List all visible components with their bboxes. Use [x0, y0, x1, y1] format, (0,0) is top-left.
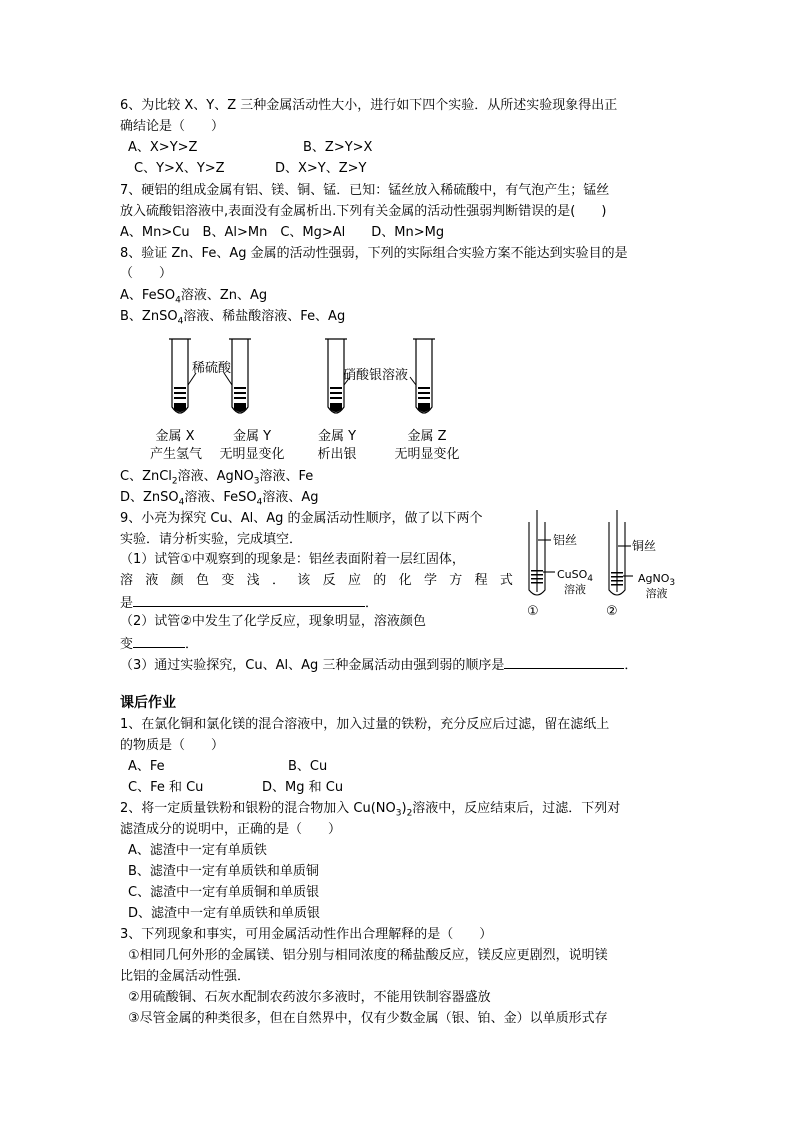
copper-wire-label: 铜丝 [632, 539, 657, 553]
justified-char: 方 [449, 573, 463, 588]
justified-char: 化 [398, 573, 412, 588]
silver-nitrate-label: AgNO$_3$ 溶液 [638, 572, 676, 600]
tube3-metal: 金属 Y [317, 429, 357, 444]
hw2-option-d: D、滤渣中一定有单质铁和单质银 [128, 906, 321, 921]
answer-blank-order[interactable] [504, 654, 624, 669]
tube-number-1: ① [527, 604, 539, 619]
hw3-statement-1a: ①相同几何外形的金属镁、铝分别与相同浓度的稀盐酸反应，镁反应更剧烈，说明镁 [128, 948, 608, 963]
label-dilute-sulfuric-acid: 稀硫酸 [192, 361, 232, 376]
q9-part1-line1: （1）试管①中观察到的现象是：铝丝表面附着一层红固体， [120, 552, 465, 567]
test-tube-y-acid [229, 339, 251, 413]
answer-blank-color[interactable] [133, 633, 185, 648]
test-tube-z [413, 339, 435, 413]
hw3-statement-2: ②用硫酸铜、石灰水配制农药波尔多液时，不能用铁制容器盛放 [128, 990, 491, 1005]
q6-option-a: A、X>Y>Z [128, 140, 198, 155]
tube1-metal: 金属 X [155, 429, 195, 444]
q9-part1-line2 [120, 571, 513, 591]
hw3-statement-1b: 比铝的金属活动性强． [120, 969, 251, 984]
test-tube-figure [150, 335, 470, 425]
justified-char: 式 [499, 573, 513, 588]
justified-char: 浅 [246, 573, 260, 588]
justified-char: 溶 [120, 573, 134, 588]
q7-stem-line1: 7、硬铝的组成金属有铝、镁、铜、锰．已知：锰丝放入稀硫酸中，有气泡产生；锰丝 [120, 183, 610, 198]
answer-blank-equation[interactable] [133, 592, 365, 607]
tube2-result: 无明显变化 [219, 447, 285, 462]
hw2-option-b: B、滤渣中一定有单质铁和单质铜 [128, 864, 319, 879]
tube4-result: 无明显变化 [394, 447, 460, 462]
q7-stem-line2: 放入硫酸铝溶液中,表面没有金属析出.下列有关金属的活动性强弱判断错误的是( ) [120, 204, 607, 219]
q6-option-d: D、X>Y、Z>Y [275, 161, 367, 176]
tube2-metal: 金属 Y [232, 429, 272, 444]
hw2-stem-line1: 2、将一定质量铁粉和银粉的混合物加入 $Cu(NO_3)_2$溶液中，反应结束后，过滤．下列对 [120, 801, 621, 819]
test-tube-x [169, 339, 191, 413]
q6-stem-line1: 6、为比较 X、Y、Z 三种金属活动性大小，进行如下四个实验．从所述实验现象得出正 [120, 98, 618, 113]
hw2-option-a: A、滤渣中一定有单质铁 [128, 843, 267, 858]
justified-char: 该 [297, 573, 311, 588]
hw1-option-c: C、Fe 和 Cu [128, 780, 204, 795]
label-silver-nitrate: 硝酸银溶液 [343, 368, 409, 383]
justified-char: 的 [373, 573, 387, 588]
justified-char: 学 [423, 573, 437, 588]
hw1-option-a: A、Fe [128, 759, 165, 774]
q8-stem-line2: （ ） [120, 266, 173, 281]
q9-stem-line1: 9、小亮为探究 Cu、Al、Ag 的金属活动性顺序，做了以下两个 [120, 511, 483, 526]
tube-number-2: ② [606, 604, 618, 619]
justified-char: 应 [347, 573, 361, 588]
q9-stem-line2: 实验．请分析实验，完成填空． [120, 532, 303, 547]
q6-stem-line2: 确结论是（ ） [120, 119, 225, 134]
hw1-option-d: D、Mg 和 Cu [262, 780, 344, 795]
q9-part1-line3: 是 ． [120, 592, 378, 614]
tube3-result: 析出银 [317, 447, 357, 462]
hw3-stem: 3、下列现象和事实，可用金属活动性作出合理解释的是（ ） [120, 927, 493, 942]
q9-part2-line2: 变 ． [120, 633, 198, 655]
hw1-stem-line1: 1、在氯化铜和氯化镁的混合溶液中，加入过量的铁粉，充分反应后过滤，留在滤纸上 [120, 717, 610, 732]
q8-stem-line1: 8、验证 Zn、Fe、Ag 金属的活动性强弱，下列的实际组合实验方案不能达到实验目的是 [120, 246, 628, 261]
justified-char: 颜 [170, 573, 184, 588]
hw3-statement-3: ③尽管金属的种类很多，但在自然界中，仅有少数金属（银、铂、金）以单质形式存 [128, 1011, 608, 1026]
justified-char: 变 [221, 573, 235, 588]
tube4-metal: 金属 Z [407, 429, 447, 444]
q8-option-b: B、ZnSO$_4$溶液、稀盐酸溶液、Fe、Ag [120, 309, 346, 327]
justified-char: 色 [195, 573, 209, 588]
q8-option-d: D、ZnSO$_4$溶液、FeSO$_4$溶液、Ag [120, 490, 319, 508]
q6-option-c: C、Y>X、Y>Z [134, 161, 225, 176]
homework-title: 课后作业 [120, 695, 176, 711]
tube1-result: 产生氢气 [149, 447, 202, 462]
hw2-stem-line2: 滤渣成分的说明中，正确的是（ ） [120, 822, 342, 837]
justified-char: ． [271, 573, 285, 588]
justified-char: 反 [322, 573, 336, 588]
wire-tube-figure [525, 508, 685, 620]
q8-option-c: C、ZnCl$_2$溶液、AgNO$_3$溶液、Fe [120, 469, 314, 487]
hw2-option-c: C、滤渣中一定有单质铜和单质银 [128, 885, 320, 900]
justified-char: 液 [145, 573, 159, 588]
q9-part2-line1: （2）试管②中发生了化学反应，现象明显，溶液颜色 [120, 614, 426, 629]
hw1-option-b: B、Cu [288, 759, 328, 774]
q8-option-a: A、FeSO$_4$溶液、Zn、Ag [120, 288, 268, 306]
copper-sulfate-label: CuSO$_4$ 溶液 [557, 568, 594, 596]
hw1-stem-line2: 的物质是（ ） [120, 738, 225, 753]
aluminum-wire-label: 铝丝 [553, 533, 578, 547]
q7-options: A、Mn>Cu B、Al>Mn C、Mg>Al D、Mn>Mg [120, 225, 445, 240]
q6-option-b: B、Z>Y>X [303, 140, 373, 155]
q9-part3: （3）通过实验探究，Cu、Al、Ag 三种金属活动由强到弱的顺序是 ． [120, 654, 637, 676]
justified-char: 程 [474, 573, 488, 588]
